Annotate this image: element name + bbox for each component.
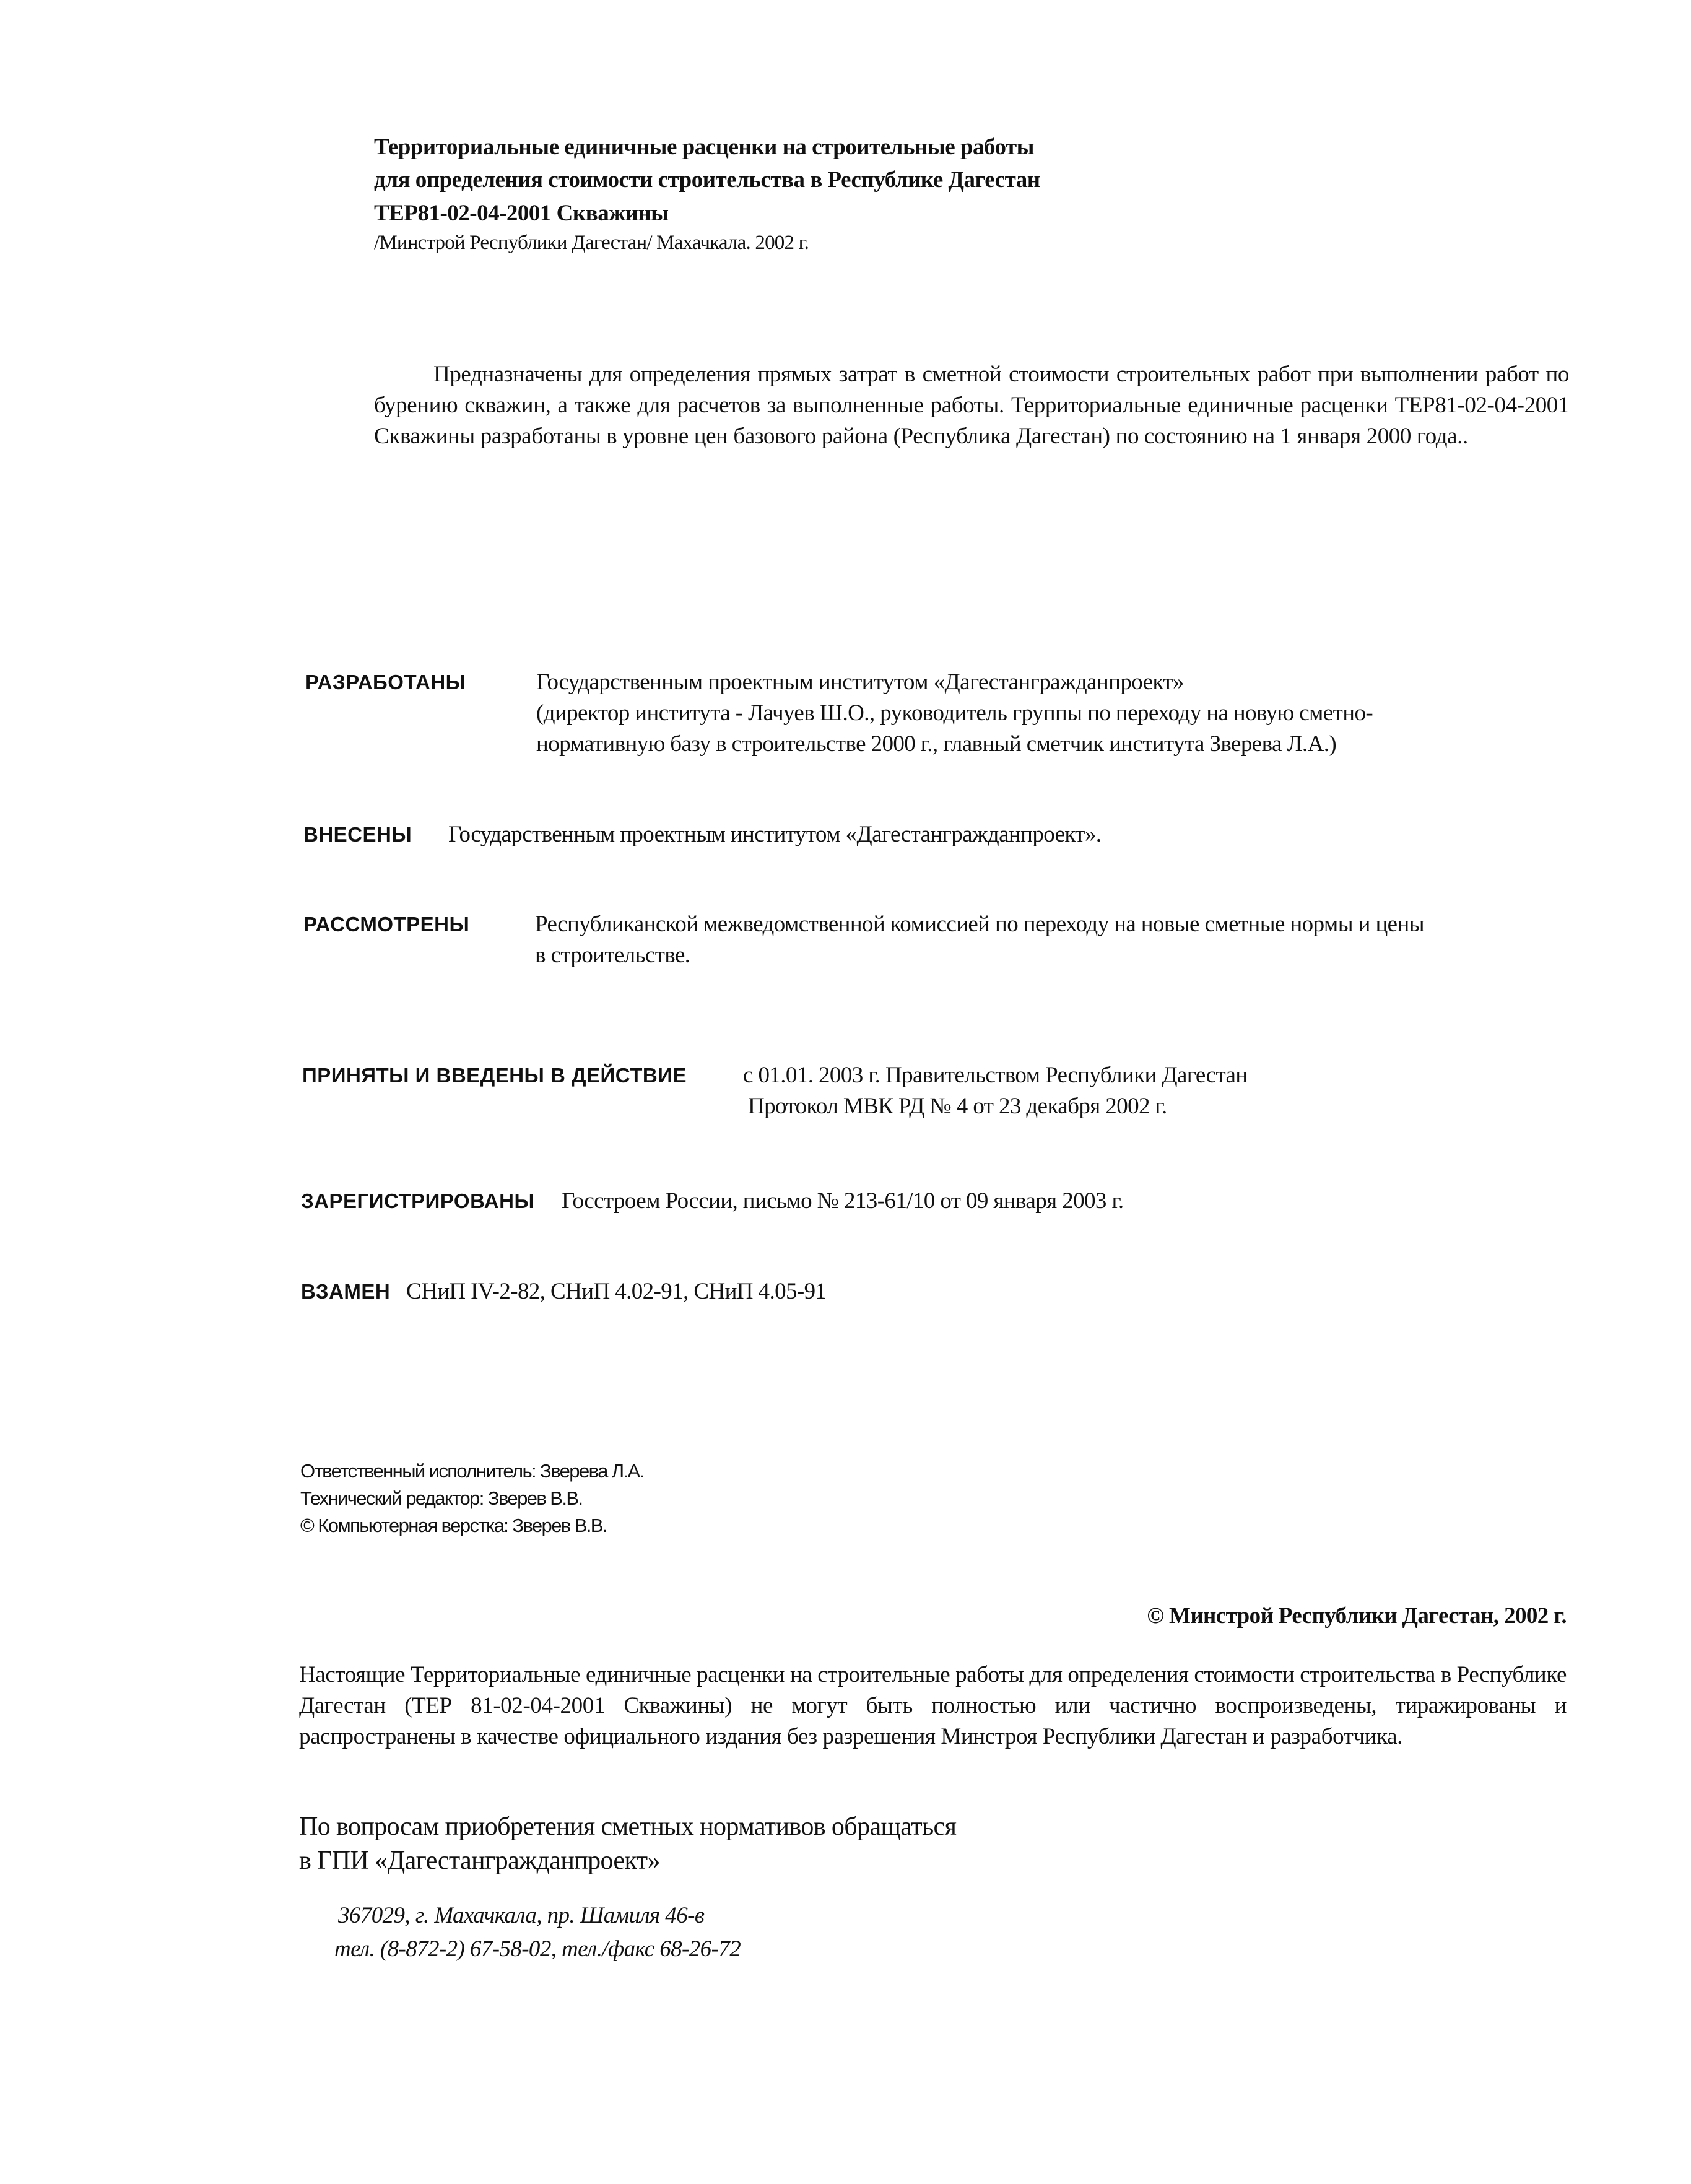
reviewed-line-2: в строительстве. (535, 942, 690, 968)
adopted-label: ПРИНЯТЫ И ВВЕДЕНЫ В ДЕЙСТВИЕ (302, 1064, 687, 1087)
adopted-line-2: Протокол МВК РД № 4 от 23 декабря 2002 г. (748, 1094, 1167, 1119)
developed-line-1: Государственным проектным институтом «Дагестангражданпроект» (536, 669, 1184, 695)
publisher-line: /Минстрой Республики Дагестан/ Махачкала. 2002 г. (374, 232, 809, 254)
developed-line-2: (директор института - Лачуев Ш.О., руководитель группы по переходу на новую сметно- (536, 700, 1373, 726)
submitted-label: ВНЕСЕНЫ (303, 823, 412, 846)
adopted-line-1: с 01.01. 2003 г. Правительством Республики Дагестан (743, 1063, 1248, 1088)
address-line-1: 367029, г. Махачкала, пр. Шамиля 46-в (338, 1903, 705, 1928)
copyright-line: © Минстрой Республики Дагестан, 2002 г. (1147, 1603, 1567, 1629)
copyright-notice: Настоящие Территориальные единичные расценки на строительные работы для определения стоимости строительства в Республике Дагестан (ТЕР 81-02-04-2001 Скважины) не могут быть полностью или частично воспроизведены, тиражированы и распространены в качестве официального издания без разрешения Минстроя Республики Дагестан и разработчика. (299, 1662, 1567, 1749)
doc-title-line-2: для определения стоимости строительства в Республике Дагестан (374, 167, 1040, 193)
intro-paragraph: Предназначены для определения прямых затрат в сметной стоимости строительных работ при выполнении работ по бурению скважин, а также для расчетов за выполненные работы. Территориальные единичные расценки ТЕР81-02-04-2001 Скважины разработаны в уровне цен базового района (Республика Дагестан) по состоянию на 1 января 2000 года.. (374, 362, 1569, 449)
registered-text: Госстроем России, письмо № 213-61/10 от 09 января 2003 г. (562, 1188, 1124, 1214)
replaces-label: ВЗАМЕН (301, 1280, 391, 1303)
replaces-text: СНиП IV-2-82, СНиП 4.02-91, СНиП 4.05-91 (406, 1279, 827, 1304)
developed-line-3: нормативную базу в строительстве 2000 г., главный сметчик института Зверева Л.А.) (536, 731, 1337, 757)
reviewed-line-1: Республиканской межведомственной комиссией по переходу на новые сметные нормы и цены (535, 911, 1424, 937)
submitted-text: Государственным проектным институтом «Дагестангражданпроект». (448, 822, 1102, 847)
credit-layout: © Компьютерная верстка: Зверев В.В. (300, 1515, 607, 1536)
doc-title-line-1: Территориальные единичные расценки на строительные работы (374, 134, 1035, 160)
address-line-2: тел. (8-872-2) 67-58-02, тел./факс 68-26-72 (334, 1936, 741, 1962)
credit-responsible: Ответственный исполнитель: Зверева Л.А. (300, 1460, 644, 1482)
doc-title-line-3: ТЕР81-02-04-2001 Скважины (374, 201, 669, 226)
registered-label: ЗАРЕГИСТРИРОВАНЫ (301, 1190, 535, 1212)
credit-tech-editor: Технический редактор: Зверев В.В. (300, 1487, 583, 1509)
contact-line-1: По вопросам приобретения сметных нормативов обращаться (299, 1812, 957, 1841)
contact-line-2: в ГПИ «Дагестангражданпроект» (299, 1847, 660, 1875)
developed-label: РАЗРАБОТАНЫ (305, 671, 466, 694)
reviewed-label: РАССМОТРЕНЫ (303, 913, 470, 936)
